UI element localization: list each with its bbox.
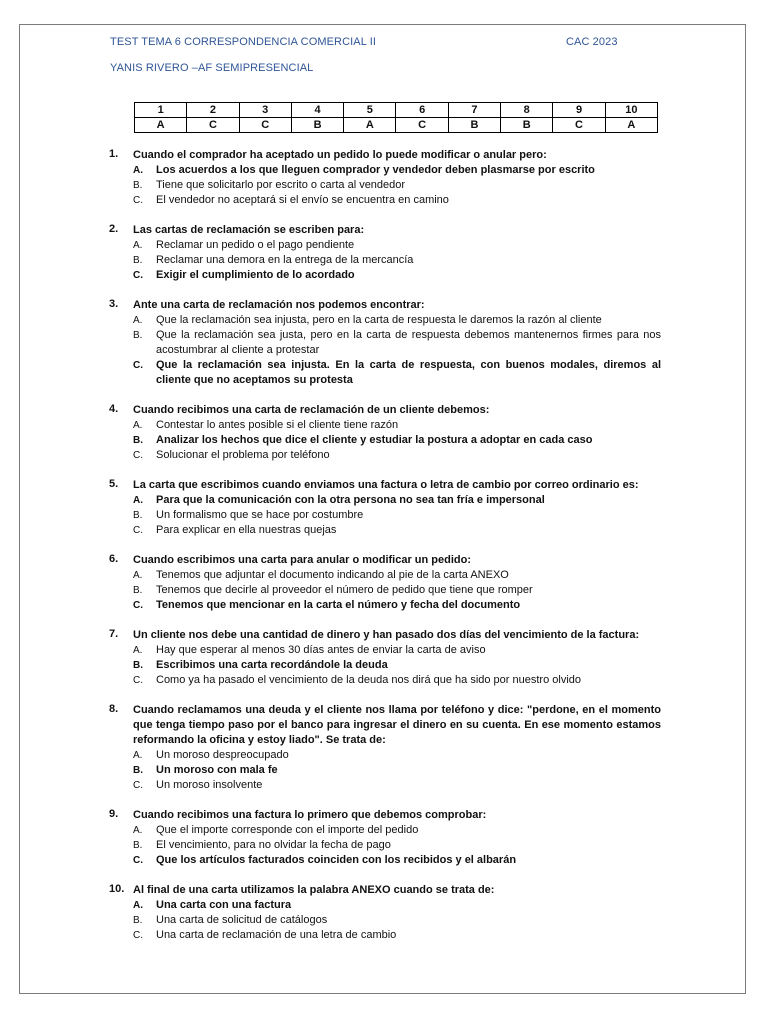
answer-option <box>20 238 745 253</box>
answer-key-number: 7 <box>448 103 500 118</box>
option-letter: C. <box>133 450 143 461</box>
answer-key-letter: A <box>344 118 396 133</box>
answer-key-number: 2 <box>187 103 239 118</box>
option-letter: A. <box>133 315 143 326</box>
question-item <box>20 223 745 283</box>
answer-key-letter: B <box>291 118 343 133</box>
option-text: Analizar los hechos que dice el cliente y estudiar la postura a adoptar en cada caso <box>156 434 593 446</box>
answer-option <box>20 448 745 463</box>
answer-option <box>20 178 745 193</box>
answer-key-number: 1 <box>135 103 187 118</box>
question-number: 5. <box>109 478 119 490</box>
answer-key-letter: A <box>135 118 187 133</box>
question-number: 7. <box>109 628 119 640</box>
question-number: 3. <box>109 298 119 310</box>
answer-key-number: 5 <box>344 103 396 118</box>
answer-option <box>20 598 745 613</box>
answer-option <box>20 193 745 208</box>
option-letter: B. <box>133 330 143 341</box>
option-letter: A. <box>133 570 143 581</box>
answer-option <box>20 418 745 433</box>
option-text: Que la reclamación sea injusta, pero en la carta de respuesta le daremos la razón al cliente <box>156 314 602 326</box>
answer-option <box>20 898 745 913</box>
question-number: 9. <box>109 808 119 820</box>
question-number: 2. <box>109 223 119 235</box>
question-text: Cuando recibimos una factura lo primero que debemos comprobar: <box>133 809 487 821</box>
question-number: 6. <box>109 553 119 565</box>
answer-option <box>20 508 745 523</box>
answer-option <box>20 523 745 538</box>
document-title: TEST TEMA 6 CORRESPONDENCIA COMERCIAL II <box>110 36 377 48</box>
question-text: Cuando el comprador ha aceptado un pedido lo puede modificar o anular pero: <box>133 149 547 161</box>
option-text: Que el importe corresponde con el importe del pedido <box>156 824 419 836</box>
option-text: Exigir el cumplimiento de lo acordado <box>156 269 355 281</box>
document-page <box>19 24 746 994</box>
option-letter: C. <box>133 780 143 791</box>
answer-option <box>20 763 745 778</box>
question-text: Cuando recibimos una carta de reclamación de un cliente debemos: <box>133 404 490 416</box>
option-text: Hay que esperar al menos 30 días antes de enviar la carta de aviso <box>156 644 486 656</box>
answer-key-letter: C <box>396 118 448 133</box>
answer-option <box>20 493 745 508</box>
option-letter: A. <box>133 495 143 506</box>
answer-option <box>20 358 745 388</box>
answer-option <box>20 673 745 688</box>
answer-option <box>20 913 745 928</box>
question-item <box>20 628 745 688</box>
option-letter: B. <box>133 840 143 851</box>
answer-option <box>20 823 745 838</box>
option-text: Contestar lo antes posible si el cliente tiene razón <box>156 419 399 431</box>
option-text: Tenemos que adjuntar el documento indicando al pie de la carta ANEXO <box>156 569 509 581</box>
question-item <box>20 703 745 793</box>
option-letter: A. <box>133 900 143 911</box>
question-item <box>20 478 745 538</box>
option-text: Solucionar el problema por teléfono <box>156 449 330 461</box>
question-number: 1. <box>109 148 119 160</box>
answer-option <box>20 433 745 448</box>
option-letter: B. <box>133 765 143 776</box>
option-letter: C. <box>133 525 143 536</box>
answer-key-letter: C <box>239 118 291 133</box>
option-text: Para explicar en ella nuestras quejas <box>156 524 337 536</box>
option-text: Reclamar una demora en la entrega de la mercancía <box>156 254 414 266</box>
answer-key-letter: C <box>187 118 239 133</box>
answer-option <box>20 268 745 283</box>
question-item <box>20 553 745 613</box>
question-number: 4. <box>109 403 119 415</box>
option-letter: A. <box>133 645 143 656</box>
option-text: Un moroso con mala fe <box>156 764 278 776</box>
option-text: Que la reclamación sea justa, pero en la carta de respuesta debemos mantenernos firmes para nos acostumbrar al cliente a protestar <box>156 329 661 356</box>
question-list <box>20 148 745 958</box>
answer-option <box>20 838 745 853</box>
option-letter: B. <box>133 180 143 191</box>
question-item <box>20 298 745 388</box>
option-text: Que la reclamación sea injusta. En la carta de respuesta, con buenos modales, diremos al cliente que no aceptamos su protesta <box>156 359 661 386</box>
question-number: 10. <box>109 883 125 895</box>
answer-key-letter: B <box>448 118 500 133</box>
option-letter: C. <box>133 360 143 371</box>
question-item <box>20 883 745 943</box>
option-letter: B. <box>133 255 143 266</box>
question-number: 8. <box>109 703 119 715</box>
answer-option <box>20 643 745 658</box>
question-item <box>20 808 745 868</box>
question-text: Cuando escribimos una carta para anular o modificar un pedido: <box>133 554 472 566</box>
answer-key-number: 9 <box>553 103 605 118</box>
option-letter: B. <box>133 660 143 671</box>
answer-option <box>20 313 745 328</box>
answer-option <box>20 583 745 598</box>
answer-key-number: 4 <box>291 103 343 118</box>
question-text: Ante una carta de reclamación nos podemos encontrar: <box>133 299 425 311</box>
question-text: Un cliente nos debe una cantidad de dinero y han pasado dos días del vencimiento de la factura: <box>133 629 640 641</box>
option-text: Como ya ha pasado el vencimiento de la deuda nos dirá que ha sido por nuestro olvido <box>156 674 581 686</box>
option-letter: B. <box>133 915 143 926</box>
option-text: Un moroso insolvente <box>156 779 263 791</box>
option-text: Una carta de solicitud de catálogos <box>156 914 328 926</box>
answer-option <box>20 928 745 943</box>
option-letter: C. <box>133 600 143 611</box>
question-item <box>20 403 745 463</box>
answer-option <box>20 163 745 178</box>
answer-option <box>20 853 745 868</box>
author-label: YANIS RIVERO –AF SEMIPRESENCIAL <box>110 62 314 74</box>
option-text: Tiene que solicitarlo por escrito o carta al vendedor <box>156 179 406 191</box>
option-letter: B. <box>133 585 143 596</box>
option-letter: C. <box>133 930 143 941</box>
option-text: Tenemos que mencionar en la carta el número y fecha del documento <box>156 599 521 611</box>
option-letter: B. <box>133 510 143 521</box>
option-text: Una carta con una factura <box>156 899 292 911</box>
option-letter: A. <box>133 165 143 176</box>
answer-key-number: 6 <box>396 103 448 118</box>
option-letter: A. <box>133 750 143 761</box>
question-text: Al final de una carta utilizamos la palabra ANEXO cuando se trata de: <box>133 884 495 896</box>
question-item <box>20 148 745 208</box>
option-letter: C. <box>133 195 143 206</box>
answer-key-number: 3 <box>239 103 291 118</box>
option-letter: B. <box>133 435 143 446</box>
answer-key-number: 8 <box>501 103 553 118</box>
answer-option <box>20 253 745 268</box>
answer-key-number: 10 <box>605 103 657 118</box>
answer-option <box>20 778 745 793</box>
option-text: Que los artículos facturados coinciden con los recibidos y el albarán <box>156 854 517 866</box>
option-letter: C. <box>133 270 143 281</box>
option-letter: A. <box>133 240 143 251</box>
answer-option <box>20 328 745 358</box>
option-letter: C. <box>133 675 143 686</box>
option-text: Un moroso despreocupado <box>156 749 289 761</box>
option-text: Los acuerdos a los que lleguen comprador y vendedor deben plasmarse por escrito <box>156 164 595 176</box>
answer-key-letter: C <box>553 118 605 133</box>
question-text: La carta que escribimos cuando enviamos una factura o letra de cambio por correo ordinario es: <box>133 479 639 491</box>
option-text: Tenemos que decirle al proveedor el número de pedido que tiene que romper <box>156 584 533 596</box>
answer-option <box>20 568 745 583</box>
option-text: El vencimiento, para no olvidar la fecha de pago <box>156 839 391 851</box>
answer-key-numbers-row <box>135 103 658 118</box>
question-text: Cuando reclamamos una deuda y el cliente nos llama por teléfono y dice: "perdone, en el momento que tenga tiempo paso por el banco para ingresar el dinero en su cuenta. En ese momento estamos reformando la oficina y estoy liado". Se trata de: <box>133 704 661 746</box>
answer-option <box>20 658 745 673</box>
option-letter: C. <box>133 855 143 866</box>
answer-key-table <box>134 102 658 133</box>
answer-key-letters-row <box>135 118 658 133</box>
course-label: CAC 2023 <box>566 36 618 48</box>
answer-option <box>20 748 745 763</box>
question-text: Las cartas de reclamación se escriben para: <box>133 224 365 236</box>
option-text: Escribimos una carta recordándole la deuda <box>156 659 388 671</box>
option-text: Para que la comunicación con la otra persona no sea tan fría e impersonal <box>156 494 545 506</box>
option-text: Una carta de reclamación de una letra de cambio <box>156 929 397 941</box>
option-letter: A. <box>133 825 143 836</box>
answer-key-letter: B <box>501 118 553 133</box>
option-letter: A. <box>133 420 143 431</box>
option-text: Reclamar un pedido o el pago pendiente <box>156 239 355 251</box>
answer-key-letter: A <box>605 118 657 133</box>
option-text: Un formalismo que se hace por costumbre <box>156 509 364 521</box>
option-text: El vendedor no aceptará si el envío se encuentra en camino <box>156 194 449 206</box>
